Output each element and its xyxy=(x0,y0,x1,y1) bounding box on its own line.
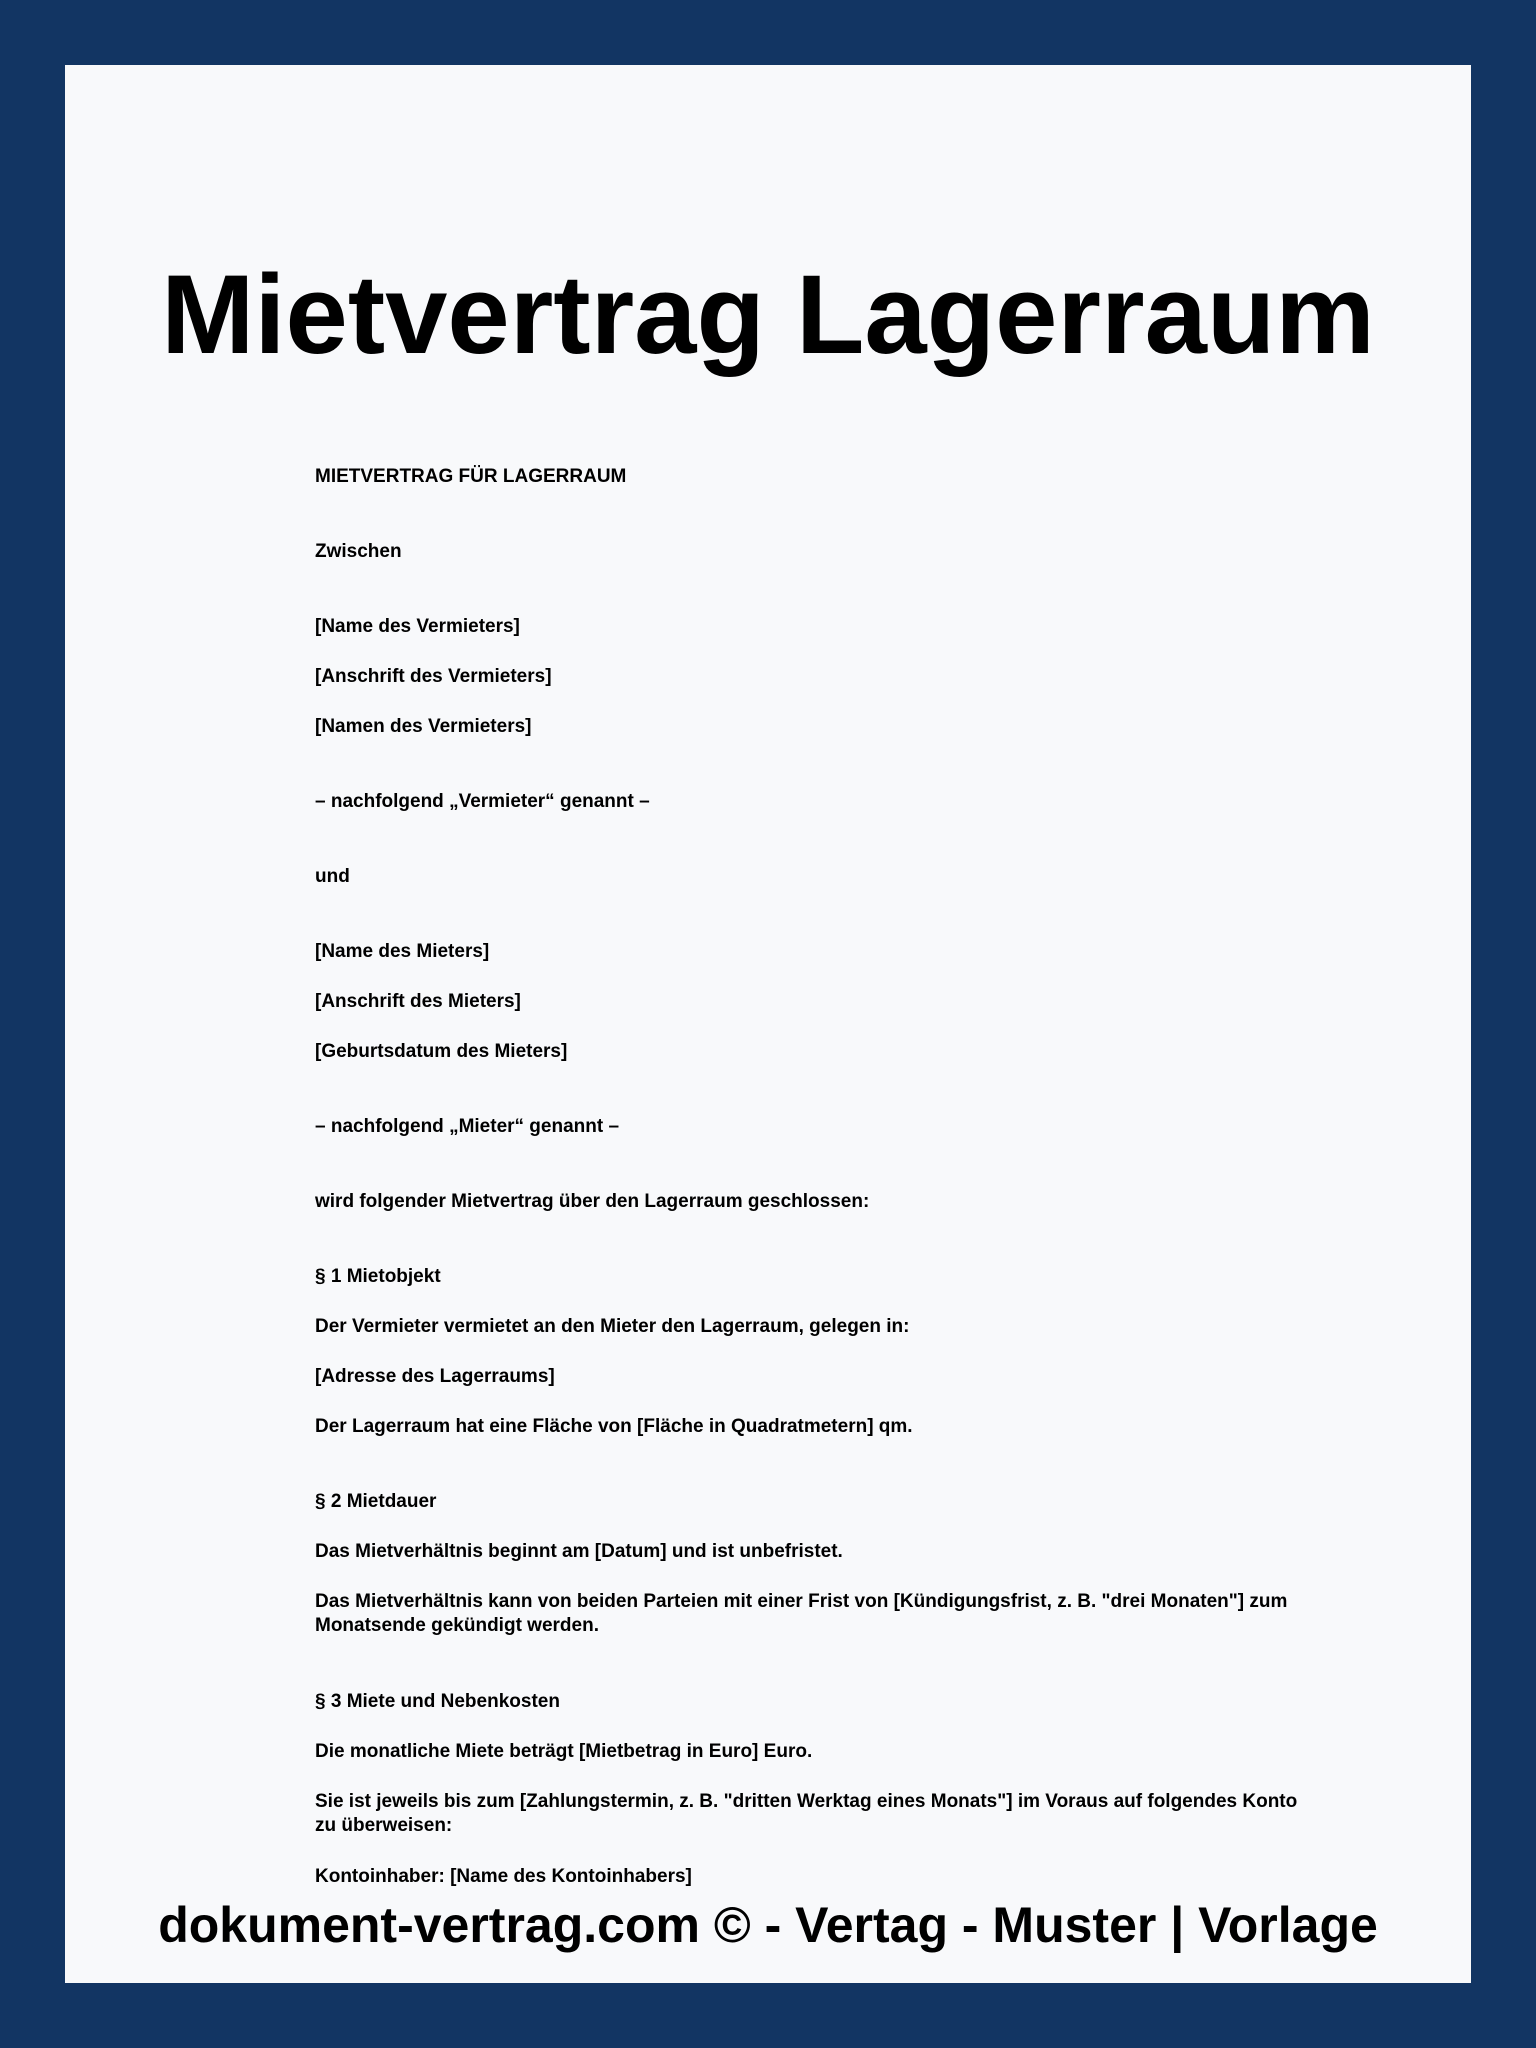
contract-intro: wird folgender Mietvertrag über den Lagerraum geschlossen: xyxy=(315,1191,870,1212)
storage-address: [Adresse des Lagerraums] xyxy=(315,1366,555,1387)
section-2-termination: Das Mietverhältnis kann von beiden Parteien mit einer Frist von [Kündigungsfrist, z. B. "drei Monaten"] zum Monatsende gekündigt werden. xyxy=(315,1591,1288,1636)
section-2-heading: § 2 Mietdauer xyxy=(315,1491,437,1512)
heading-contract: MIETVERTRAG FÜR LAGERRAUM xyxy=(315,466,627,487)
section-3-heading: § 3 Miete und Nebenkosten xyxy=(315,1691,560,1712)
document-title: Mietvertrag Lagerraum xyxy=(161,252,1375,377)
section-2-start: Das Mietverhältnis beginnt am [Datum] und ist unbefristet. xyxy=(315,1541,843,1562)
section-3-payment: Sie ist jeweils bis zum [Zahlungstermin, z. B. "dritten Werktag eines Monats"] im Voraus auf folgendes Konto zu überweisen: xyxy=(315,1791,1298,1836)
landlord-designation: – nachfolgend „Vermieter“ genannt – xyxy=(315,791,650,812)
section-3-rent: Die monatliche Miete beträgt [Mietbetrag in Euro] Euro. xyxy=(315,1741,813,1762)
section-1-heading: § 1 Mietobjekt xyxy=(315,1266,441,1287)
storage-area: Der Lagerraum hat eine Fläche von [Fläche in Quadratmetern] qm. xyxy=(315,1416,913,1437)
tenant-designation: – nachfolgend „Mieter“ genannt – xyxy=(315,1116,620,1137)
account-holder: Kontoinhaber: [Name des Kontoinhabers] xyxy=(315,1866,692,1887)
landlord-name: [Name des Vermieters] xyxy=(315,616,520,637)
tenant-name: [Name des Mieters] xyxy=(315,941,490,962)
text-between: Zwischen xyxy=(315,541,402,562)
footer-watermark: dokument-vertrag.com © - Vertag - Muster | Vorlage xyxy=(158,1897,1378,1953)
section-1-text: Der Vermieter vermietet an den Mieter den Lagerraum, gelegen in: xyxy=(315,1316,910,1337)
document-page xyxy=(65,65,1471,1983)
text-and: und xyxy=(315,866,350,887)
tenant-address: [Anschrift des Mieters] xyxy=(315,991,521,1012)
tenant-birthdate: [Geburtsdatum des Mieters] xyxy=(315,1041,568,1062)
landlord-names: [Namen des Vermieters] xyxy=(315,716,532,737)
landlord-address: [Anschrift des Vermieters] xyxy=(315,666,552,687)
